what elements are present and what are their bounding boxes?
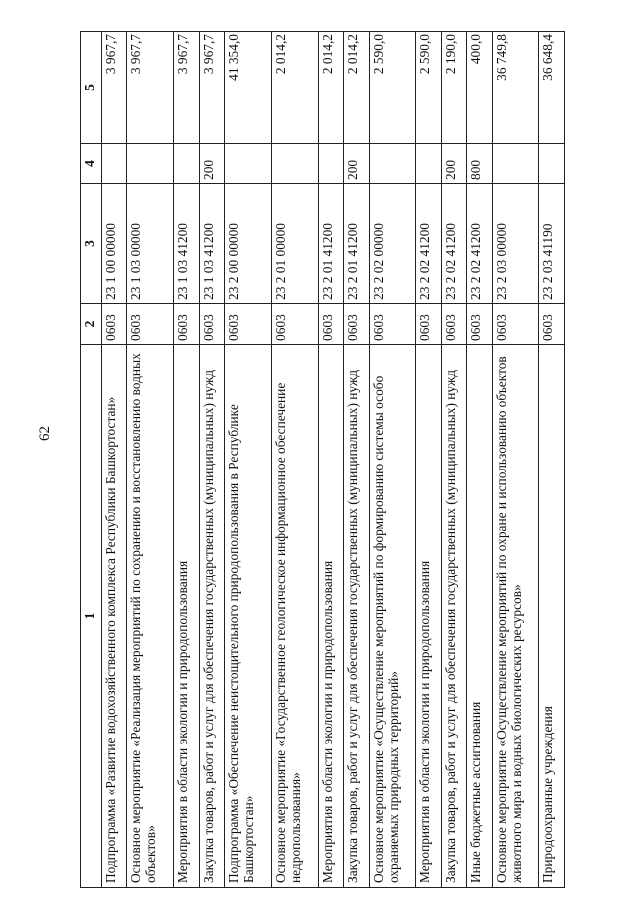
row-target-code: 23 2 02 41200 [441, 184, 466, 304]
budget-table [80, 31, 565, 888]
row-section: 0603 [539, 304, 565, 345]
table-row [318, 32, 343, 888]
rotated-page-content [80, 32, 565, 888]
row-name: Мероприятия в области экологии и природопользования [174, 345, 199, 888]
row-name: Основное мероприятие «Государственное геологическое информационное обеспечение недропользования» [271, 345, 318, 888]
row-amount: 3 967,7 [127, 32, 174, 144]
row-amount: 2 014,2 [271, 32, 318, 144]
row-amount: 41 354,0 [225, 32, 272, 144]
column-header: 1 [81, 345, 102, 888]
row-section: 0603 [318, 304, 343, 345]
page-number: 62 [37, 426, 53, 441]
table-body [102, 32, 565, 888]
row-amount: 36 749,8 [492, 32, 539, 144]
table-row [441, 32, 466, 888]
table-row [369, 32, 416, 888]
row-expense-kind [102, 144, 127, 184]
row-section: 0603 [127, 304, 174, 345]
row-target-code: 23 2 03 41190 [539, 184, 565, 304]
table-row [127, 32, 174, 888]
row-amount: 2 014,2 [318, 32, 343, 144]
row-section: 0603 [225, 304, 272, 345]
row-amount: 400,0 [467, 32, 492, 144]
row-amount: 3 967,7 [102, 32, 127, 144]
row-target-code: 23 2 02 41200 [416, 184, 441, 304]
column-header: 5 [81, 32, 102, 144]
table-row [174, 32, 199, 888]
row-target-code: 23 1 00 00000 [102, 184, 127, 304]
row-amount: 36 648,4 [539, 32, 565, 144]
row-amount: 3 967,7 [174, 32, 199, 144]
column-header: 4 [81, 144, 102, 184]
table-row [199, 32, 224, 888]
row-name: Основное мероприятие «Реализация мероприятий по сохранению и восстановлению водных объектов» [127, 345, 174, 888]
row-name: Мероприятия в области экологии и природопользования [318, 345, 343, 888]
row-target-code: 23 1 03 41200 [174, 184, 199, 304]
row-name: Иные бюджетные ассигнования [467, 345, 492, 888]
row-section: 0603 [369, 304, 416, 345]
row-expense-kind [174, 144, 199, 184]
row-target-code: 23 2 02 00000 [369, 184, 416, 304]
row-target-code: 23 2 01 41200 [344, 184, 369, 304]
table-header-row [81, 32, 102, 888]
row-expense-kind: 200 [441, 144, 466, 184]
row-expense-kind [416, 144, 441, 184]
row-expense-kind [318, 144, 343, 184]
row-name: Мероприятия в области экологии и природопользования [416, 345, 441, 888]
column-header: 2 [81, 304, 102, 345]
row-amount: 2 590,0 [369, 32, 416, 144]
row-section: 0603 [174, 304, 199, 345]
row-expense-kind [225, 144, 272, 184]
row-target-code: 23 2 01 41200 [318, 184, 343, 304]
row-target-code: 23 2 01 00000 [271, 184, 318, 304]
row-target-code: 23 2 00 00000 [225, 184, 272, 304]
row-expense-kind [369, 144, 416, 184]
row-expense-kind [492, 144, 539, 184]
row-name: Подпрограмма «Обеспечение неистощительного природопользования в Республике Башкортостан» [225, 345, 272, 888]
table-row [416, 32, 441, 888]
row-expense-kind [271, 144, 318, 184]
table-row [467, 32, 492, 888]
table-row [271, 32, 318, 888]
row-target-code: 23 2 03 00000 [492, 184, 539, 304]
row-section: 0603 [102, 304, 127, 345]
row-amount: 2 190,0 [441, 32, 466, 144]
row-section: 0603 [492, 304, 539, 345]
table-row [225, 32, 272, 888]
row-amount: 2 014,2 [344, 32, 369, 144]
row-target-code: 23 2 02 41200 [467, 184, 492, 304]
row-section: 0603 [441, 304, 466, 345]
row-expense-kind: 200 [344, 144, 369, 184]
row-section: 0603 [199, 304, 224, 345]
row-section: 0603 [467, 304, 492, 345]
row-name: Основное мероприятие «Осуществление мероприятий по формированию системы особо охраняемых природных территорий» [369, 345, 416, 888]
table-row [102, 32, 127, 888]
table-row [344, 32, 369, 888]
row-section: 0603 [344, 304, 369, 345]
row-amount: 2 590,0 [416, 32, 441, 144]
row-name: Основное мероприятие «Осуществление мероприятий по охране и использованию объектов животного мира и водных биологических ресурсов» [492, 345, 539, 888]
row-name: Закупка товаров, работ и услуг для обеспечения государственных (муниципальных) нужд [344, 345, 369, 888]
row-section: 0603 [416, 304, 441, 345]
row-name: Закупка товаров, работ и услуг для обеспечения государственных (муниципальных) нужд [441, 345, 466, 888]
row-target-code: 23 1 03 00000 [127, 184, 174, 304]
row-expense-kind [127, 144, 174, 184]
row-amount: 3 967,7 [199, 32, 224, 144]
column-header: 3 [81, 184, 102, 304]
table-row [539, 32, 565, 888]
table-row [492, 32, 539, 888]
row-target-code: 23 1 03 41200 [199, 184, 224, 304]
row-name: Закупка товаров, работ и услуг для обеспечения государственных (муниципальных) нужд [199, 345, 224, 888]
row-expense-kind [539, 144, 565, 184]
row-expense-kind: 800 [467, 144, 492, 184]
row-name: Природоохранные учреждения [539, 345, 565, 888]
row-name: Подпрограмма «Развитие водохозяйственного комплекса Республики Башкортостан» [102, 345, 127, 888]
row-section: 0603 [271, 304, 318, 345]
row-expense-kind: 200 [199, 144, 224, 184]
